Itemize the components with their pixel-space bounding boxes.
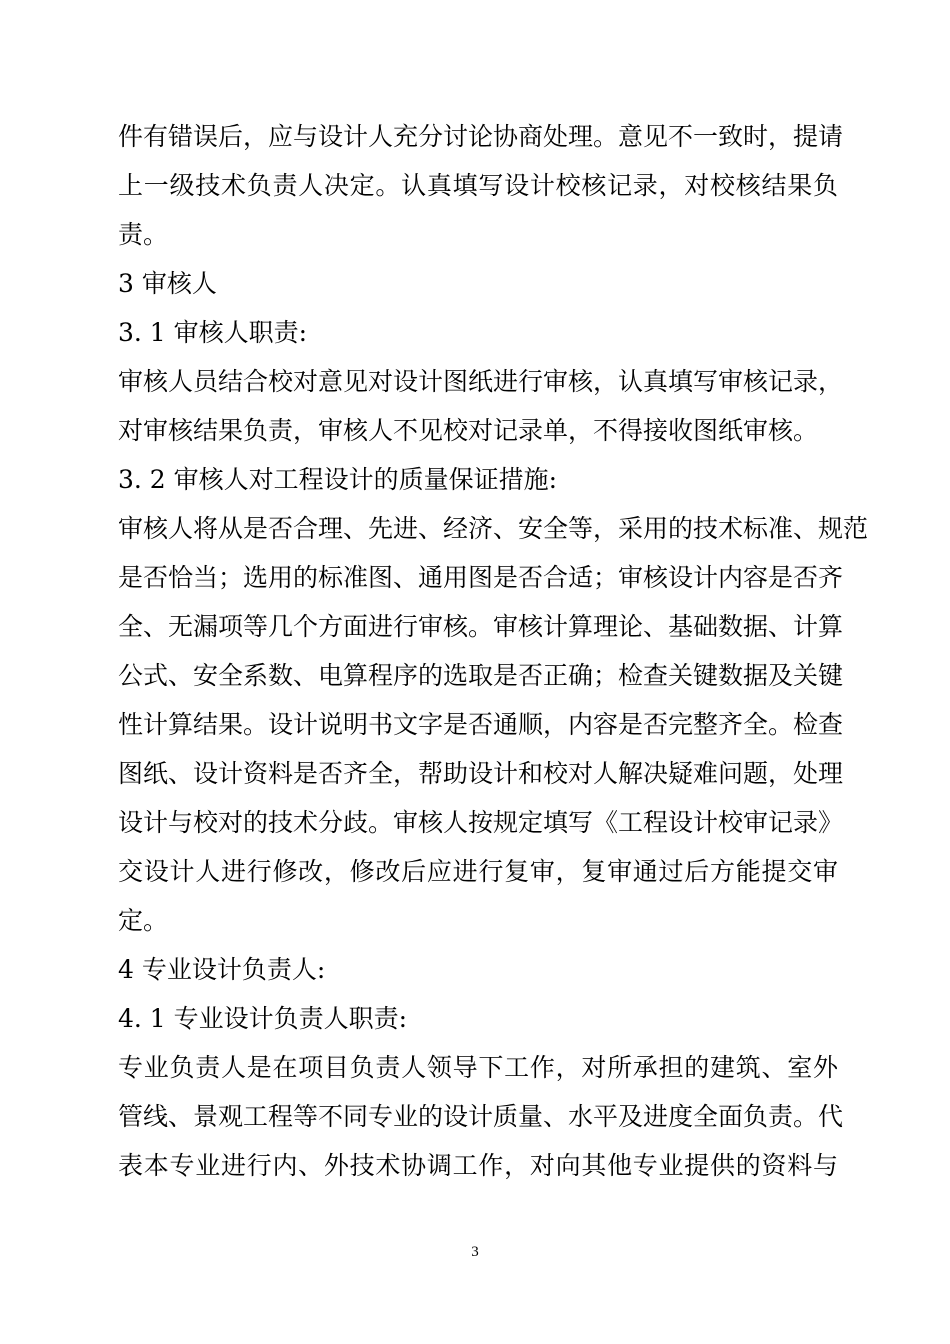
subsection-heading: 3. 1 审核人职责: bbox=[118, 318, 308, 347]
text-line: 表本专业进行内、外技术协调工作，对向其他专业提供的资料与 bbox=[118, 1151, 838, 1180]
text-line: 审核人将从是否合理、先进、经济、安全等，采用的技术标准、规范 bbox=[118, 514, 869, 543]
text-line: 是否恰当；选用的标准图、通用图是否合适；审核设计内容是否齐 bbox=[118, 563, 844, 592]
page-number: 3 bbox=[471, 1244, 479, 1260]
text-line: 责。 bbox=[118, 220, 169, 249]
text-line: 性计算结果。设计说明书文字是否通顺，内容是否完整齐全。检查 bbox=[118, 710, 844, 739]
text-line: 设计与校对的技术分歧。审核人按规定填写《工程设计校审记录》 bbox=[118, 808, 844, 837]
text-line: 对审核结果负责，审核人不见校对记录单，不得接收图纸审核。 bbox=[118, 416, 819, 445]
text-line: 管线、景观工程等不同专业的设计质量、水平及进度全面负责。代 bbox=[118, 1102, 844, 1131]
section-heading: 3 审核人 bbox=[118, 269, 217, 298]
text-line: 审核人员结合校对意见对设计图纸进行审核，认真填写审核记录， bbox=[118, 367, 844, 396]
body-text bbox=[118, 112, 869, 1190]
text-line: 交设计人进行修改，修改后应进行复审，复审通过后方能提交审 bbox=[118, 857, 838, 886]
text-line: 定。 bbox=[118, 906, 169, 935]
subsection-heading: 3. 2 审核人对工程设计的质量保证措施: bbox=[118, 465, 558, 494]
section-heading: 4 专业设计负责人: bbox=[118, 955, 326, 984]
text-line: 图纸、设计资料是否齐全，帮助设计和校对人解决疑难问题，处理 bbox=[118, 759, 844, 788]
text-line: 件有错误后，应与设计人充分讨论协商处理。意见不一致时，提请 bbox=[118, 122, 844, 151]
text-line: 公式、安全系数、电算程序的选取是否正确；检查关键数据及关键 bbox=[118, 661, 844, 690]
text-line: 上一级技术负责人决定。认真填写设计校核记录，对校核结果负 bbox=[118, 171, 838, 200]
text-line: 全、无漏项等几个方面进行审核。审核计算理论、基础数据、计算 bbox=[118, 612, 844, 641]
text-line: 专业负责人是在项目负责人领导下工作，对所承担的建筑、室外 bbox=[118, 1053, 838, 1082]
subsection-heading: 4. 1 专业设计负责人职责: bbox=[118, 1004, 408, 1033]
